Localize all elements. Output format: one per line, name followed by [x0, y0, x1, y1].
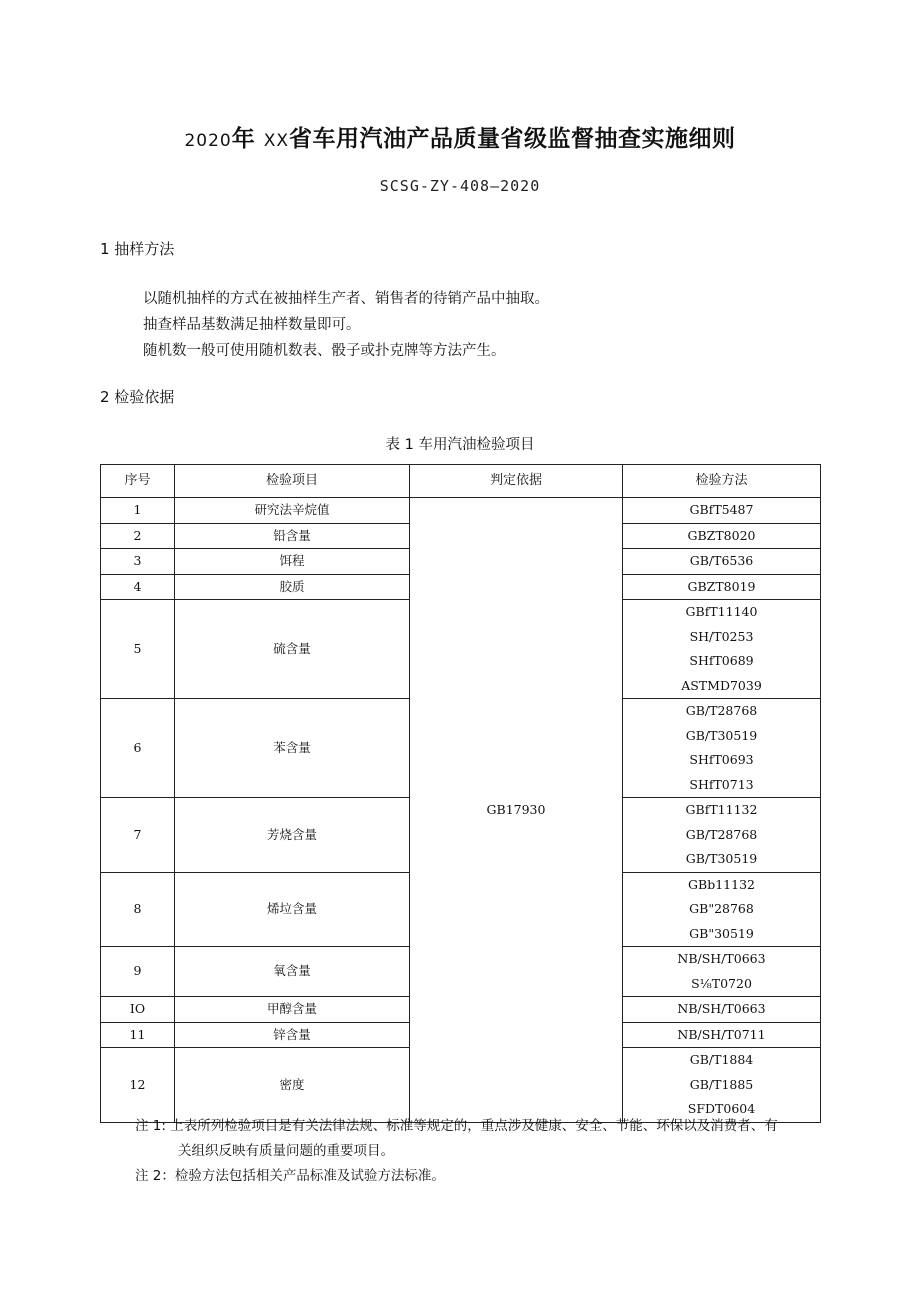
- method-entry: GBfT11132: [685, 802, 758, 817]
- note-1-line-2: 关组织反映有质量问题的重要项目。: [178, 1143, 394, 1159]
- row-item: 氧含量: [175, 947, 410, 997]
- title-xx: XX: [263, 131, 290, 151]
- row-item: 铅含量: [175, 523, 410, 549]
- method-entry: SHfT0689: [689, 653, 754, 668]
- section1-para-3: 随机数一般可使用随机数表、骰子或扑克牌等方法产生。: [143, 343, 506, 359]
- row-number: 7: [101, 798, 175, 873]
- row-methods: [623, 600, 821, 699]
- header-no: 序号: [101, 465, 175, 498]
- header-basis: 判定依据: [410, 465, 623, 498]
- row-number: 4: [101, 574, 175, 600]
- method-entry: ASTMD7039: [681, 677, 762, 693]
- note-1-line-1: 注 1: 上表所列检验项目是有关法律法规、标准等规定的，重点涉及健康、安全、节能、环保以及消费者、有: [135, 1118, 778, 1134]
- row-methods: [623, 523, 821, 549]
- basis-cell: GB17930: [410, 498, 623, 1123]
- row-number: 9: [101, 947, 175, 997]
- row-number: 6: [101, 699, 175, 798]
- row-number: 3: [101, 549, 175, 575]
- row-methods: [623, 1022, 821, 1048]
- method-entry: SHfT0713: [689, 776, 754, 792]
- row-item: 烯垃含量: [175, 872, 410, 947]
- inspection-table: [100, 464, 821, 1123]
- table-caption: 表 1 车用汽油检验项目: [385, 437, 535, 453]
- row-item: 密度: [175, 1048, 410, 1123]
- method-entry: GB"28768: [689, 901, 754, 916]
- method-entry: NB/SH/T0711: [677, 1026, 766, 1042]
- row-methods: [623, 872, 821, 947]
- method-entry: GBb11132: [688, 876, 755, 892]
- row-methods: [623, 947, 821, 997]
- row-item: 苯含量: [175, 699, 410, 798]
- title-main: 省车用汽油产品质量省级监督抽查实施细则: [289, 126, 736, 152]
- row-number: 11: [101, 1022, 175, 1048]
- method-entry: GBfT5487: [689, 502, 754, 517]
- method-entry: GB/T6536: [689, 553, 754, 568]
- row-number: 12: [101, 1048, 175, 1123]
- document-code: SCSG-ZY-408—2020: [379, 177, 541, 195]
- section1-para-2: 抽查样品基数满足抽样数量即可。: [143, 317, 361, 333]
- section1-para-1: 以随机抽样的方式在被抽样生产者、销售者的待销产品中抽取。: [143, 291, 549, 307]
- table-body: [101, 498, 821, 1123]
- method-entry: GB/T28768: [685, 826, 758, 842]
- row-item: 研究法辛烷值: [175, 498, 410, 524]
- row-methods: [623, 1048, 821, 1123]
- method-entry: GB/T28768: [685, 703, 758, 718]
- title-nian: 年: [231, 126, 256, 152]
- title-year: 2020: [184, 131, 232, 151]
- method-entry: GB/T30519: [685, 851, 758, 866]
- row-methods: [623, 699, 821, 798]
- method-entry: GB/T1884: [689, 1052, 754, 1067]
- row-item: 胶质: [175, 574, 410, 600]
- method-entry: GB/T1885: [689, 1076, 754, 1092]
- method-entry: NB/SH/T0663: [677, 951, 766, 966]
- header-item: 检验项目: [175, 465, 410, 498]
- row-methods: [623, 997, 821, 1023]
- row-item: 硫含量: [175, 600, 410, 699]
- row-methods: [623, 798, 821, 873]
- row-number: IO: [101, 997, 175, 1023]
- section2-heading: 2 检验依据: [100, 388, 175, 406]
- method-entry: GB/T30519: [685, 727, 758, 743]
- method-entry: S⅛T0720: [691, 975, 752, 991]
- document-title: [0, 120, 920, 153]
- method-entry: SHfT0693: [689, 752, 754, 767]
- row-item: 甲醇含量: [175, 997, 410, 1023]
- row-item: 饵程: [175, 549, 410, 575]
- table-row: [101, 498, 821, 524]
- method-entry: NB/SH/T0663: [677, 1001, 766, 1016]
- row-item: 锌含量: [175, 1022, 410, 1048]
- row-number: 1: [101, 498, 175, 524]
- row-methods: [623, 498, 821, 524]
- section1-heading: 1 抽样方法: [100, 240, 175, 258]
- row-methods: [623, 549, 821, 575]
- row-methods: [623, 574, 821, 600]
- header-method: 检验方法: [623, 465, 821, 498]
- method-entry: GB"30519: [689, 925, 754, 941]
- method-entry: GBZT8019: [687, 578, 756, 594]
- table-header-row: [101, 465, 821, 498]
- method-entry: GBfT11140: [685, 604, 758, 619]
- row-item: 芳烧含量: [175, 798, 410, 873]
- method-entry: SH∕T0253: [689, 628, 754, 644]
- note-2: 注 2：检验方法包括相关产品标准及试验方法标准。: [135, 1168, 445, 1184]
- method-entry: GBZT8020: [687, 527, 756, 543]
- method-entry: SFDT0604: [687, 1101, 756, 1116]
- row-number: 5: [101, 600, 175, 699]
- row-number: 8: [101, 872, 175, 947]
- row-number: 2: [101, 523, 175, 549]
